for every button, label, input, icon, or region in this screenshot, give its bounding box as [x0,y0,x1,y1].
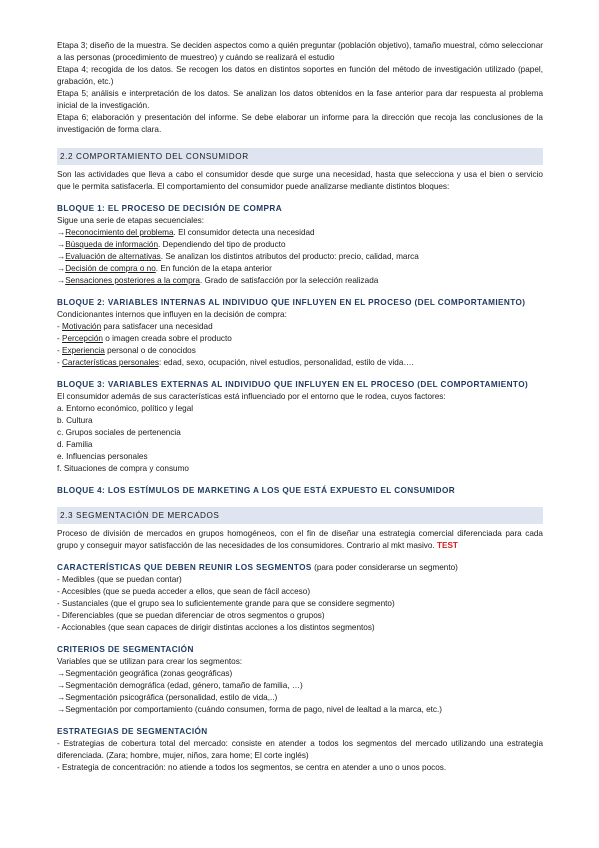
caracteristicas-title: CARACTERÍSTICAS QUE DEBEN REUNIR LOS SEGMENTOS (para poder considerarse un segmento) [57,563,458,572]
list-item: - Medibles (que se puedan contar) [57,575,182,584]
list-item: d. Familia [57,440,93,449]
list-item: →Búsqueda de información. Dependiendo del tipo de producto [57,240,286,249]
arrow-icon: → [57,228,66,237]
bloque-3-lead: El consumidor además de sus características está influenciado por el entorno que le rodea, cuyos factores: [57,392,446,401]
arrow-icon: → [57,705,66,714]
criterios-list [57,668,543,716]
criterios-title: CRITERIOS DE SEGMENTACIÓN [57,645,194,654]
list-item: →Reconocimiento del problema. El consumidor detecta una necesidad [57,228,315,237]
list-item: →Segmentación demográfica (edad, género, tamaño de familia, …) [57,681,303,690]
list-item: - Experiencia personal o de conocidos [57,346,196,355]
estrategias-title: ESTRATEGIAS DE SEGMENTACIÓN [57,727,208,736]
list-item: - Percepción o imagen creada sobre el producto [57,334,232,343]
list-item: - Accesibles (que se pueda acceder a ellos, que sean de fácil acceso) [57,587,311,596]
bloque-1-title: BLOQUE 1: EL PROCESO DE DECISIÓN DE COMPRA [57,204,283,213]
list-item: e. Influencias personales [57,452,148,461]
etapa-4: Etapa 4; recogida de los datos. Se recogen los datos en distintos soportes en función del método de investigación utilizado (papel, grabación, etc.) [57,65,543,86]
s22-intro: Son las actividades que lleva a cabo el consumidor desde que surge una necesidad, hasta que selecciona y usa el bien o servicio que le permita satisfacerla. El comportamiento del consumidor puede analizarse mediante distintos bloques: [57,170,543,191]
list-item: →Segmentación psicográfica (personalidad, estilo de vida,..) [57,693,278,702]
s23-intro: Proceso de división de mercados en grupos homogéneos, con el fin de diseñar una estrategia comercial diferenciada para cada grupo y conseguir mayor satisfacción de las necesidades de los consumidores. Contrario al mkt masivo. TEST [57,529,543,550]
list-item: - Características personales: edad, sexo, ocupación, nivel estudios, personalidad, estilo de vida…. [57,358,414,367]
arrow-icon: → [57,264,66,273]
bloque-2-title: BLOQUE 2: VARIABLES INTERNAS AL INDIVIDUO QUE INFLUYEN EN EL PROCESO (DEL COMPORTAMIENTO) [57,298,526,307]
list-item: - Accionables (que sean capaces de dirigir distintas acciones a los distintos segmentos) [57,623,375,632]
bloque-1-lead: Sigue una serie de etapas secuenciales: [57,216,205,225]
list-item: →Segmentación geográfica (zonas geográficas) [57,669,233,678]
bloque-3-title: BLOQUE 3: VARIABLES EXTERNAS AL INDIVIDUO QUE INFLUYEN EN EL PROCESO (DEL COMPORTAMIENTO) [57,380,529,389]
arrow-icon: → [57,681,66,690]
list-item: c. Grupos sociales de pertenencia [57,428,181,437]
list-item: →Sensaciones posteriores a la compra. Grado de satisfacción por la selección realizada [57,276,379,285]
bloque-2-list [57,321,543,369]
list-item: - Diferenciables (que se puedan diferenciar de otros segmentos o grupos) [57,611,325,620]
bloque-2-lead: Condicionantes internos que influyen en la decisión de compra: [57,310,287,319]
bloque-3-list [57,403,543,475]
list-item: - Sustanciales (que el grupo sea lo suficientemente grande para que se considere segmento) [57,599,395,608]
etapa-5: Etapa 5; análisis e interpretación de los datos. Se analizan los datos obtenidos en la fase anterior para dar respuesta al problema inicial de la investigación. [57,89,543,110]
section-heading-2-3: 2.3 SEGMENTACIÓN DE MERCADOS [57,507,543,524]
etapa-3: Etapa 3; diseño de la muestra. Se deciden aspectos como a quién preguntar (población objetivo), tamaño muestral, cómo seleccionar a las personas (procedimiento de muestreo) y cuándo se realizará el estudio [57,41,544,62]
arrow-icon: → [57,252,66,261]
bloque-4-title: BLOQUE 4: LOS ESTÍMULOS DE MARKETING A LOS QUE ESTÁ EXPUESTO EL CONSUMIDOR [57,486,456,495]
test-tag: TEST [437,541,458,550]
list-item: →Evaluación de alternativas. Se analizan los distintos atributos del producto: precio, calidad, marca [57,252,419,261]
criterios-lead: Variables que se utilizan para crear los segmentos: [57,657,243,666]
list-item: a. Entorno económico, político y legal [57,404,194,413]
arrow-icon: → [57,669,66,678]
arrow-icon: → [57,693,66,702]
bloque-1-list [57,227,543,287]
caracteristicas-list [57,574,543,634]
section-heading-2-2: 2.2 COMPORTAMIENTO DEL CONSUMIDOR [57,148,543,165]
document-page [57,40,543,774]
estrategias-list [57,738,543,774]
list-item: - Estrategia de concentración: no atiende a todos los segmentos, se centra en atender a uno o unos pocos. [57,763,447,772]
list-item: b. Cultura [57,416,93,425]
etapa-6: Etapa 6; elaboración y presentación del informe. Se debe elaborar un informe para la dirección que recoja las conclusiones de la investigación de forma clara. [57,113,543,134]
arrow-icon: → [57,276,66,285]
list-item: f. Situaciones de compra y consumo [57,464,189,473]
list-item: →Segmentación por comportamiento (cuándo consumen, forma de pago, nivel de lealtad a la marca, etc.) [57,705,443,714]
arrow-icon: → [57,240,66,249]
list-item: - Estrategias de cobertura total del mercado: consiste en atender a todos los segmentos del mercado utilizando una estrategia diferenciada. (Zara; hombre, mujer, niños, zara home; El corte inglés) [57,739,543,760]
list-item: - Motivación para satisfacer una necesidad [57,322,213,331]
list-item: →Decisión de compra o no. En función de la etapa anterior [57,264,272,273]
